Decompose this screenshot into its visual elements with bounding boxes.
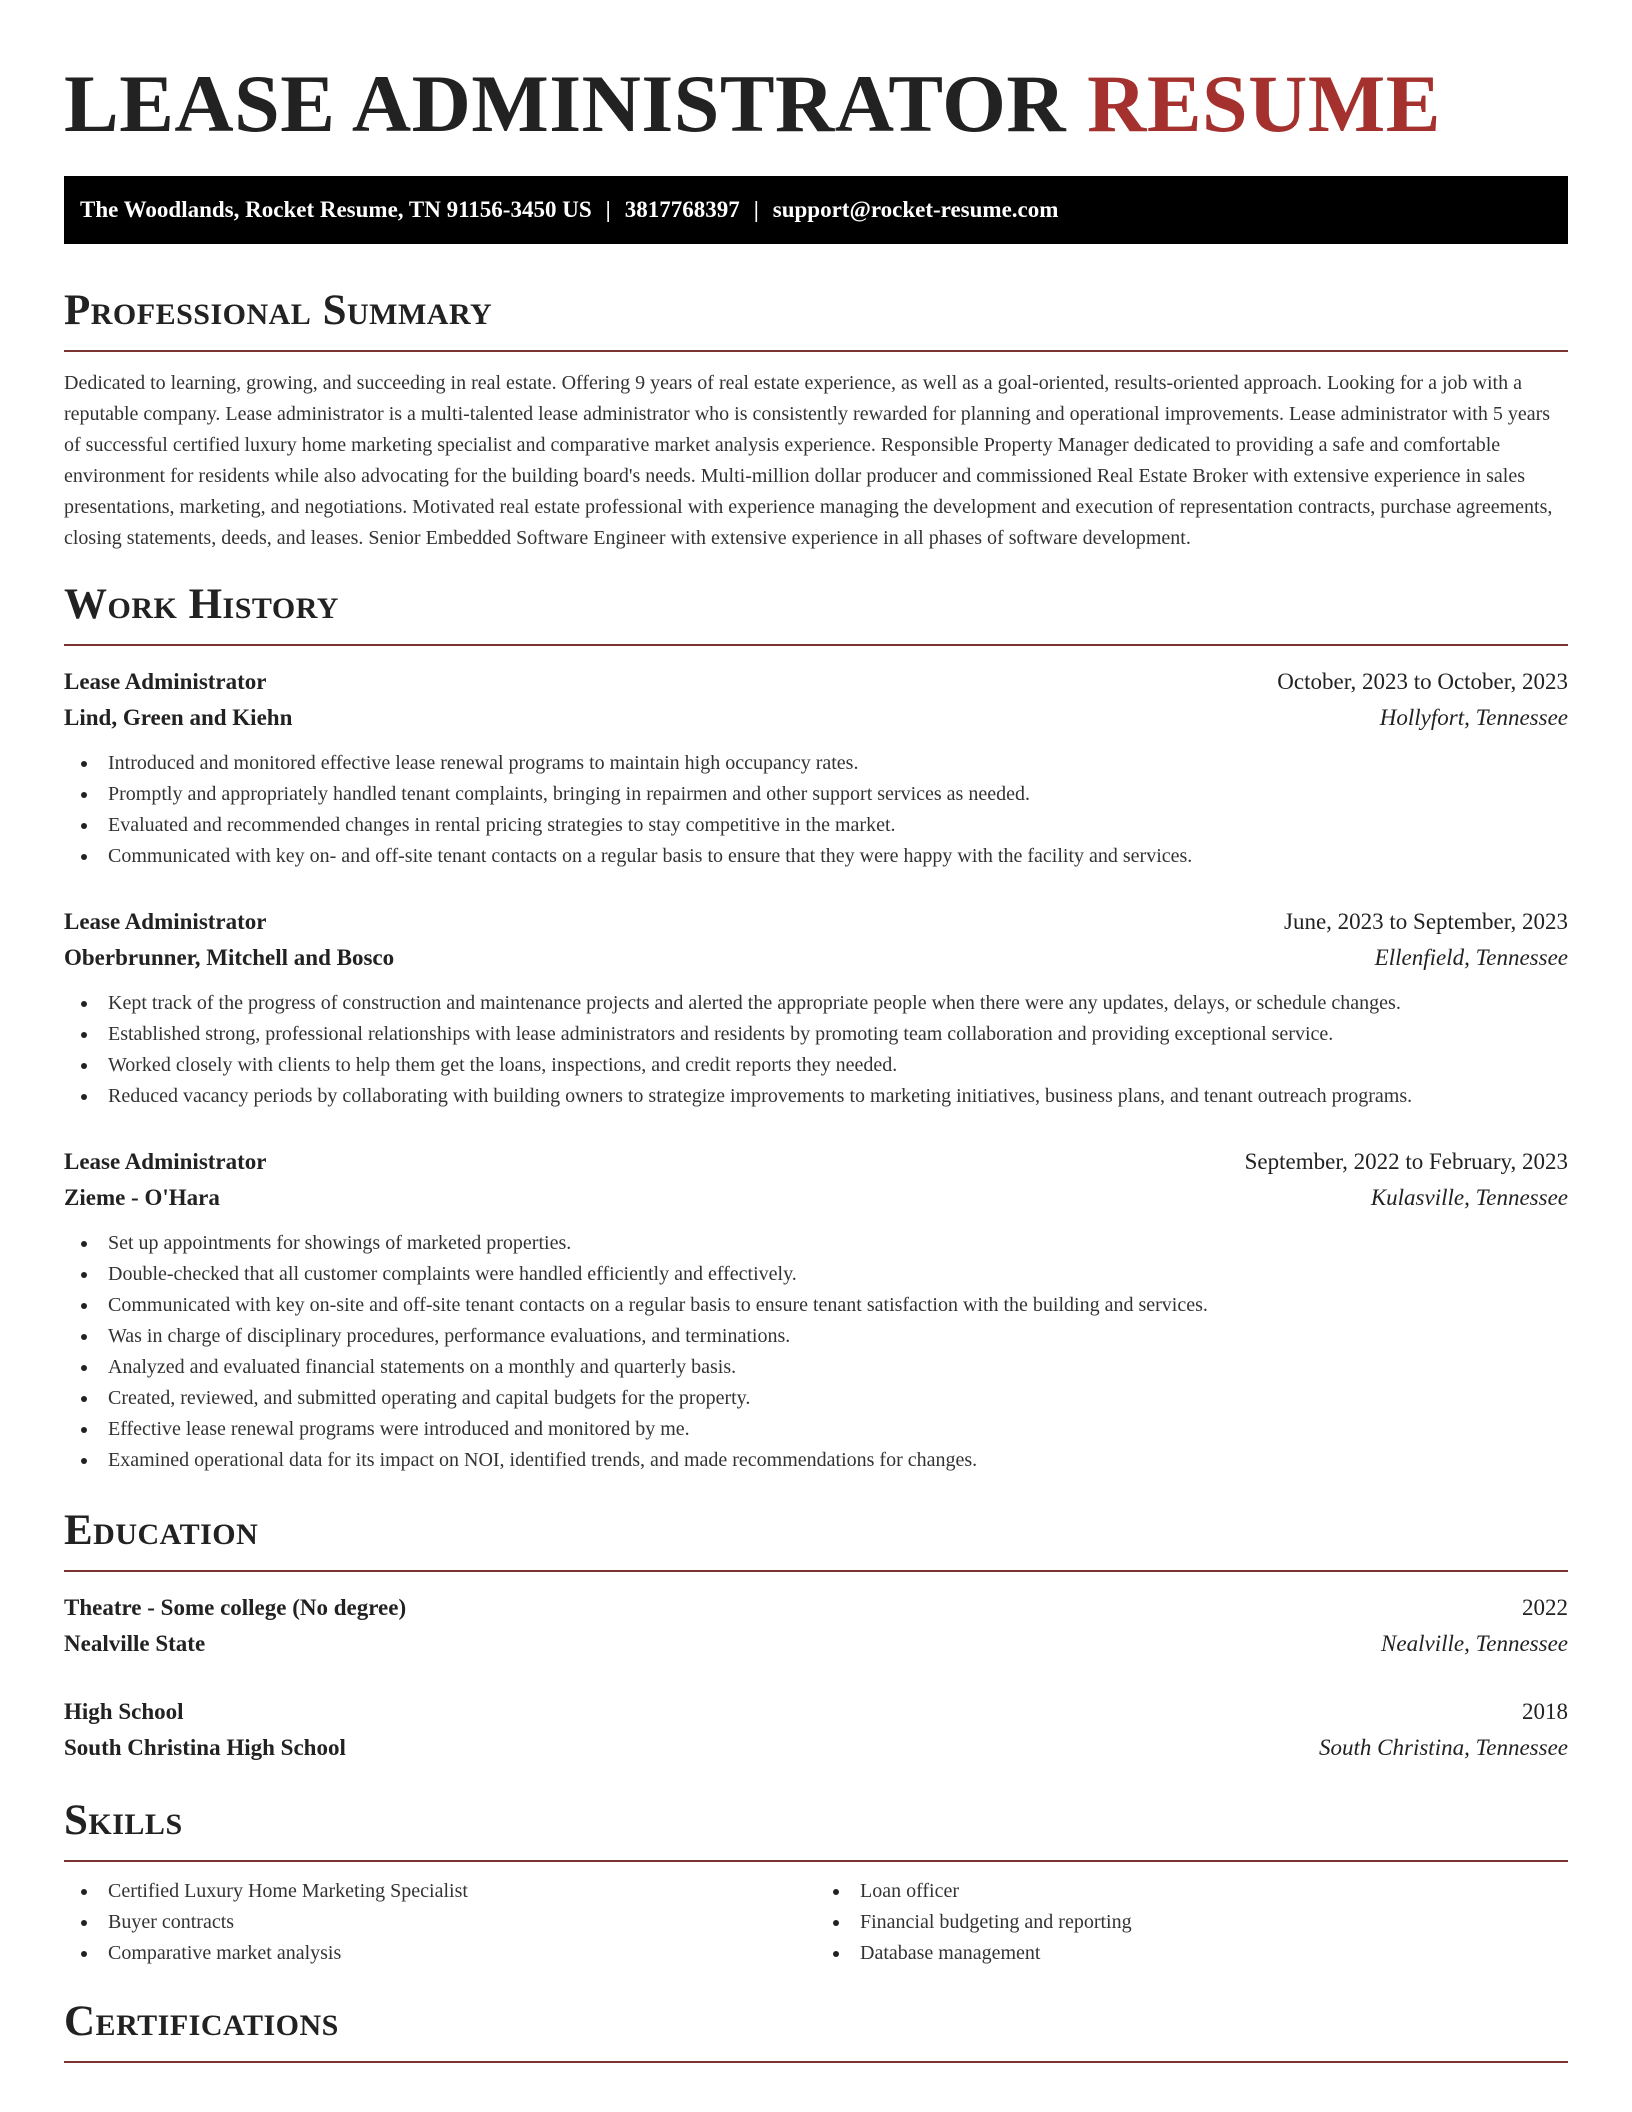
contact-email: support@rocket-resume.com (772, 197, 1059, 222)
job-bullet: Worked closely with clients to help them get the loans, inspections, and credit reports they needed. (64, 1050, 1568, 1081)
skills-grid (64, 1876, 1568, 1969)
job-company-row (64, 1180, 1568, 1216)
skills-column-left (64, 1876, 816, 1969)
job-bullet: Created, reviewed, and submitted operating and capital budgets for the property. (64, 1383, 1568, 1414)
job-dates: October, 2023 to October, 2023 (1277, 669, 1568, 694)
education-school-row (64, 1626, 1568, 1662)
section-heading-work-history: Work History (64, 581, 339, 628)
skill-item: Comparative market analysis (64, 1938, 816, 1969)
education-degree-row (64, 1694, 1568, 1730)
education-location: Nealville, Tennessee (1381, 1631, 1568, 1656)
education-degree-row (64, 1590, 1568, 1626)
job-header-row (64, 664, 1568, 700)
job-header-row (64, 1144, 1568, 1180)
job-bullet: Analyzed and evaluated financial statements on a monthly and quarterly basis. (64, 1352, 1568, 1383)
section-heading-skills: Skills (64, 1797, 183, 1844)
section-divider (64, 350, 1568, 352)
contact-separator: | (753, 197, 759, 222)
skill-item: Buyer contracts (64, 1907, 816, 1938)
education-degree: High School (64, 1699, 184, 1724)
work-history-section (64, 580, 1568, 1476)
job-company: Zieme - O'Hara (64, 1185, 220, 1210)
summary-text: Dedicated to learning, growing, and succeeding in real estate. Offering 9 years of real estate experience, as well as a goal-oriented, results-oriented approach. Looking for a job with a reputable company. Lease administrator is a multi-talented lease administrator who is consistently rewarded for planning and operational improvements. Lease administrator with 5 years of successful certified luxury home marketing specialist and comparative market analysis experience. Responsible Property Manager dedicated to providing a safe and comfortable environment for residents while also advocating for the building board's needs. Multi-million dollar producer and commissioned Real Estate Broker with extensive experience in sales presentations, marketing, and negotiations. Motivated real estate professional with experience managing the development and execution of representation contracts, purchase agreements, closing statements, deeds, and leases. Senior Embedded Software Engineer with extensive experience in all phases of software development. (64, 372, 1553, 549)
job-company: Lind, Green and Kiehn (64, 705, 293, 730)
section-divider (64, 1860, 1568, 1862)
education-year: 2018 (1522, 1699, 1568, 1724)
job-dates: September, 2022 to February, 2023 (1244, 1149, 1568, 1174)
title-main: LEASE ADMINISTRATOR (64, 58, 1067, 149)
job-bullet: Promptly and appropriately handled tenant complaints, bringing in repairmen and other support services as needed. (64, 779, 1568, 810)
resume-title (64, 0, 1568, 152)
contact-separator: | (605, 197, 611, 222)
skill-item: Financial budgeting and reporting (816, 1907, 1568, 1938)
job-header-row (64, 904, 1568, 940)
skill-item: Certified Luxury Home Marketing Specialist (64, 1876, 816, 1907)
education-school: Nealville State (64, 1631, 206, 1656)
job-bullet: Evaluated and recommended changes in rental pricing strategies to stay competitive in the market. (64, 810, 1568, 841)
education-section (64, 1506, 1568, 1766)
section-divider (64, 644, 1568, 646)
skills-section (64, 1796, 1568, 1969)
skill-item: Loan officer (816, 1876, 1568, 1907)
contact-bar (64, 176, 1568, 244)
job-company-row (64, 940, 1568, 976)
summary-section (64, 286, 1568, 554)
job-bullet: Communicated with key on-site and off-site tenant contacts on a regular basis to ensure tenant satisfaction with the building and services. (64, 1290, 1568, 1321)
education-degree: Theatre - Some college (No degree) (64, 1595, 407, 1620)
job-bullets (64, 748, 1568, 872)
section-heading-education: Education (64, 1507, 259, 1554)
job-bullet: Introduced and monitored effective lease renewal programs to maintain high occupancy rates. (64, 748, 1568, 779)
section-heading-certifications: Certifications (64, 1998, 339, 2045)
education-location: South Christina, Tennessee (1319, 1735, 1568, 1760)
job-bullet: Examined operational data for its impact on NOI, identified trends, and made recommendations for changes. (64, 1445, 1568, 1476)
job-bullet: Double-checked that all customer complaints were handled efficiently and effectively. (64, 1259, 1568, 1290)
education-school: South Christina High School (64, 1735, 346, 1760)
job-entry (64, 1144, 1568, 1476)
contact-phone: 3817768397 (624, 197, 740, 222)
job-company: Oberbrunner, Mitchell and Bosco (64, 945, 395, 970)
section-divider (64, 1570, 1568, 1572)
job-bullet: Communicated with key on- and off-site tenant contacts on a regular basis to ensure that they were happy with the facility and services. (64, 841, 1568, 872)
job-bullet: Set up appointments for showings of marketed properties. (64, 1228, 1568, 1259)
job-bullets (64, 1228, 1568, 1476)
job-dates: June, 2023 to September, 2023 (1284, 909, 1568, 934)
education-year: 2022 (1522, 1595, 1568, 1620)
job-bullet: Kept track of the progress of construction and maintenance projects and alerted the appropriate people when there were any updates, delays, or schedule changes. (64, 988, 1568, 1019)
certifications-section (64, 1997, 1568, 2063)
job-entry (64, 904, 1568, 1112)
job-entry (64, 664, 1568, 872)
job-location: Ellenfield, Tennessee (1374, 945, 1568, 970)
skill-item: Database management (816, 1938, 1568, 1969)
section-divider (64, 2061, 1568, 2063)
title-accent: RESUME (1087, 58, 1441, 149)
job-location: Hollyfort, Tennessee (1379, 705, 1568, 730)
job-location: Kulasville, Tennessee (1370, 1185, 1568, 1210)
education-entry (64, 1590, 1568, 1662)
job-title: Lease Administrator (64, 909, 267, 934)
job-title: Lease Administrator (64, 669, 267, 694)
section-heading-summary: Professional Summary (64, 287, 493, 334)
education-school-row (64, 1730, 1568, 1766)
skills-column-right (816, 1876, 1568, 1969)
job-bullets (64, 988, 1568, 1112)
education-entry (64, 1694, 1568, 1766)
contact-address: The Woodlands, Rocket Resume, TN 91156-3450 US (80, 197, 592, 222)
job-company-row (64, 700, 1568, 736)
job-bullet: Reduced vacancy periods by collaborating with building owners to strategize improvements to marketing initiatives, business plans, and tenant outreach programs. (64, 1081, 1568, 1112)
job-bullet: Was in charge of disciplinary procedures, performance evaluations, and terminations. (64, 1321, 1568, 1352)
job-bullet: Effective lease renewal programs were introduced and monitored by me. (64, 1414, 1568, 1445)
job-title: Lease Administrator (64, 1149, 267, 1174)
job-bullet: Established strong, professional relationships with lease administrators and residents by promoting team collaboration and providing exceptional service. (64, 1019, 1568, 1050)
